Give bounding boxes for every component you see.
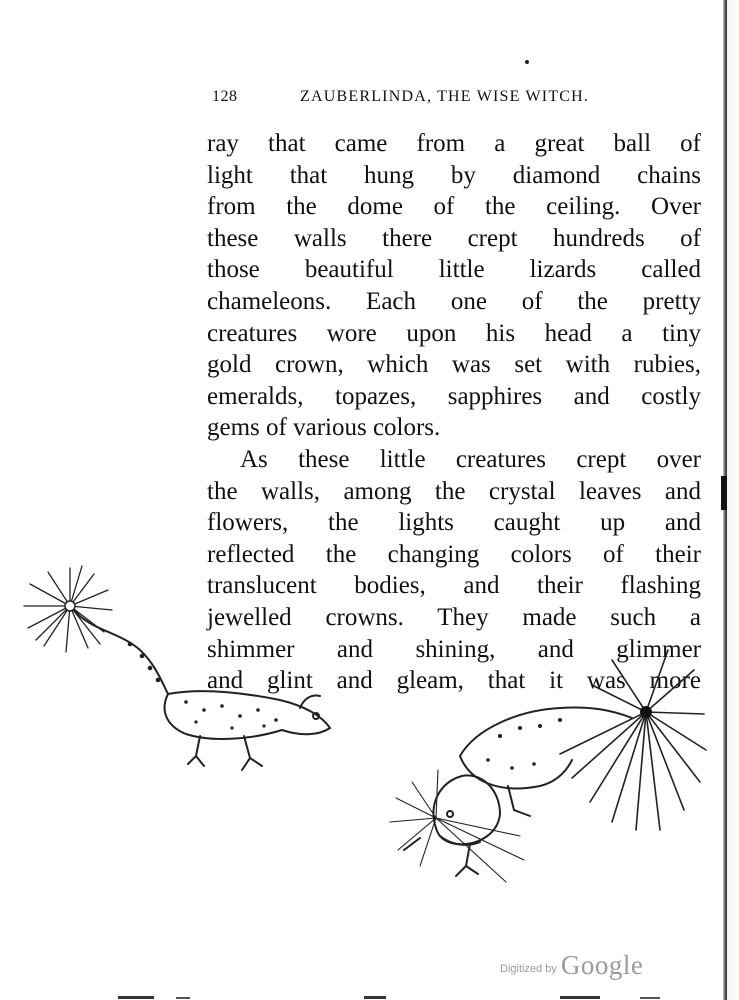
text-line: and glint and gleam, that it was more bbox=[207, 667, 701, 695]
running-head bbox=[212, 88, 612, 110]
text-line: shimmer and shining, and glimmer bbox=[207, 635, 701, 663]
page-edge-shadow bbox=[727, 0, 739, 1000]
text-line: these walls there crept hundreds of bbox=[207, 224, 701, 252]
paragraph-first-line: As these little creatures crept over bbox=[240, 445, 701, 473]
small-light-burst bbox=[390, 770, 524, 882]
text-line: emeralds, topazes, sapphires and costly bbox=[207, 382, 701, 410]
google-logo: Google bbox=[560, 950, 644, 980]
text-line: creatures wore upon his head a tiny bbox=[207, 319, 701, 347]
text-line: the walls, among the crystal leaves and bbox=[207, 477, 701, 505]
right-chameleon bbox=[404, 707, 632, 876]
page-edge-mark bbox=[721, 476, 727, 510]
text-line: flowers, the lights caught up and bbox=[207, 509, 701, 537]
body-text bbox=[207, 128, 701, 697]
text-line: light that hung by diamond chains bbox=[207, 161, 701, 189]
text-line: translucent bodies, and their flashing bbox=[207, 572, 701, 600]
scan-bottom-artifacts bbox=[0, 994, 739, 1000]
text-line: ray that came from a great ball of bbox=[207, 130, 701, 157]
text-line: those beautiful little lizards called bbox=[207, 256, 701, 284]
text-line: gold crown, which was set with rubies, bbox=[207, 351, 701, 379]
text-line: jewelled crowns. They made such a bbox=[207, 603, 701, 631]
text-line: from the dome of the ceiling. Over bbox=[207, 193, 701, 221]
text-line: reflected the changing colors of their bbox=[207, 540, 701, 568]
page-number: 128 bbox=[212, 88, 238, 105]
text-line: chameleons. Each one of the pretty bbox=[207, 287, 701, 315]
ink-speck bbox=[525, 60, 529, 64]
digitized-watermark bbox=[500, 950, 643, 981]
left-light-burst bbox=[24, 566, 112, 652]
running-head-title: ZAUBERLINDA, THE WISE WITCH. bbox=[300, 88, 590, 105]
paragraph-end-line: gems of various colors. bbox=[207, 414, 441, 442]
watermark-prefix: Digitized by bbox=[500, 963, 557, 975]
